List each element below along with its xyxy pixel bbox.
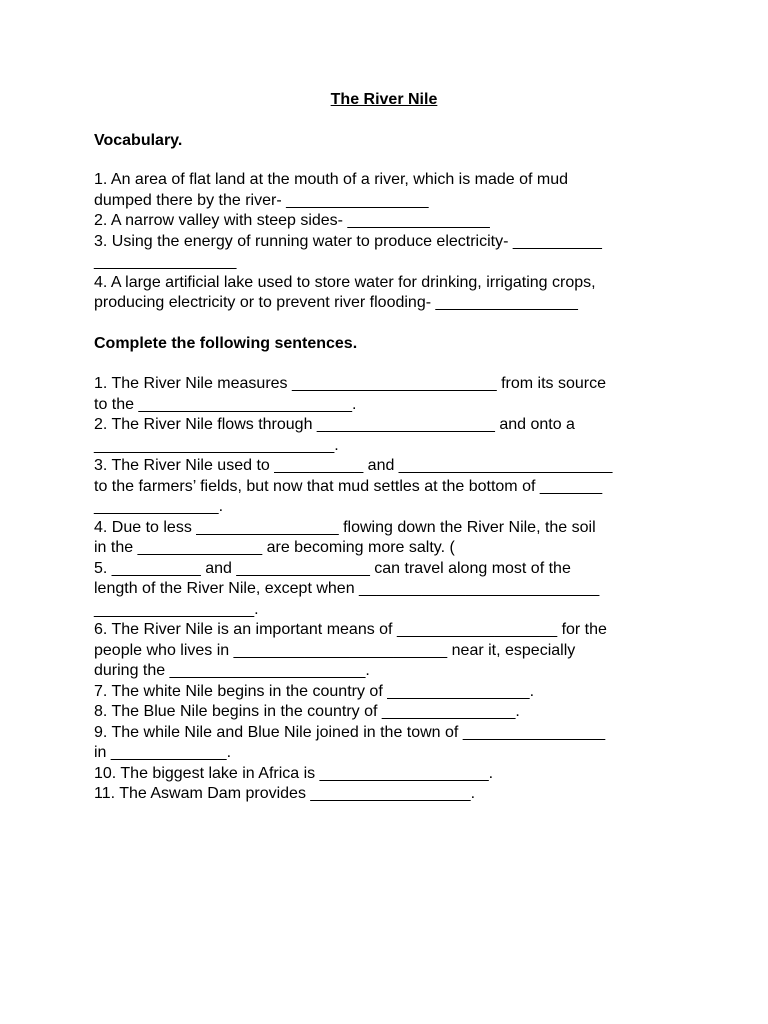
vocabulary-line: 3. Using the energy of running water to produce electricity- __________ [94, 232, 602, 250]
vocabulary-line: 4. A large artificial lake used to store water for drinking, irrigating crops, [94, 273, 596, 291]
sentence-line: during the ______________________. [94, 662, 370, 679]
sentence-line: in the ______________ are becoming more salty. ( [94, 539, 455, 556]
sentence-line: in _____________. [94, 744, 232, 761]
sentence-line: 5. __________ and _______________ can travel along most of the [94, 559, 571, 577]
sentence-line: 2. The River Nile flows through ____________________ and onto a [94, 416, 575, 433]
sentence-line: people who lives in ________________________ near it, especially [94, 641, 576, 659]
vocabulary-line: dumped there by the river- ________________ [94, 191, 429, 209]
sentence-line: 1. The River Nile measures _______________________ from its source [94, 375, 607, 392]
vocabulary-line: 2. A narrow valley with steep sides- ________________ [94, 212, 490, 229]
sentence-line: 8. The Blue Nile begins in the country of _______________. [94, 703, 520, 720]
vocabulary-heading: Vocabulary. [94, 132, 183, 149]
sentence-line: ______________. [94, 498, 224, 515]
sentence-line: 6. The River Nile is an important means of __________________ for the [94, 621, 607, 638]
complete-sentences-heading: Complete the following sentences. [94, 335, 358, 352]
vocabulary-list [94, 170, 684, 314]
vocabulary-line: 1. An area of flat land at the mouth of a river, which is made of mud [94, 171, 569, 188]
vocabulary-line: producing electricity or to prevent river flooding- ________________ [94, 294, 578, 311]
sentence-line: 10. The biggest lake in Africa is ___________________. [94, 764, 494, 782]
sentence-list [94, 374, 684, 805]
sentence-line: to the farmers’ fields, but now that mud settles at the bottom of _______ [94, 477, 603, 495]
sentence-line: 3. The River Nile used to __________ and ________________________ [94, 457, 613, 474]
page-title: The River Nile [330, 91, 438, 108]
sentence-line: 9. The while Nile and Blue Nile joined in the town of ________________ [94, 723, 606, 741]
vocabulary-line: ________________ [94, 253, 237, 270]
sentence-line: 11. The Aswam Dam provides __________________. [94, 785, 476, 802]
sentence-line: to the ________________________. [94, 395, 357, 413]
sentence-line: 7. The white Nile begins in the country of ________________. [94, 682, 535, 700]
sentence-line: ___________________________. [94, 436, 339, 454]
sentence-line: length of the River Nile, except when ___________________________ [94, 580, 600, 597]
sentence-line: __________________. [94, 600, 259, 618]
sentence-line: 4. Due to less ________________ flowing down the River Nile, the soil [94, 518, 596, 536]
